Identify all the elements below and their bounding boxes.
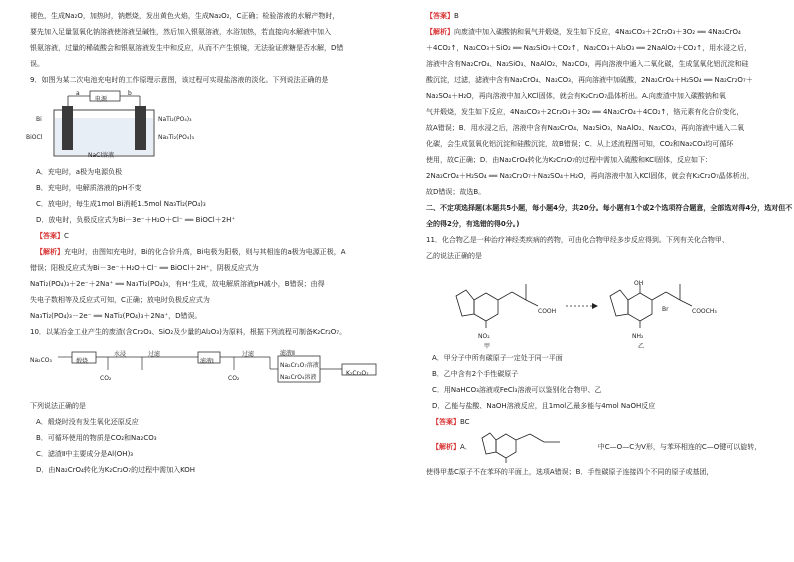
- analysis-line: 溶液中含有Na₂CrO₄、Na₂SiO₃、NaAlO₂、Na₂CO₃，再向溶液中通入二氧化碳，生成氢氧化铝沉淀和硅: [426, 60, 749, 68]
- flow-calcine: 煅烧: [76, 358, 89, 365]
- q11-stem-line: 11．化合物乙是一种治疗神经类疾病的药物，可由化合物甲经多步反应得到。下列有关化合物甲、: [426, 236, 729, 244]
- answer-label: 【答案】: [36, 232, 64, 240]
- right-electrode: [135, 106, 146, 150]
- terminal-a: a: [76, 90, 80, 97]
- analysis-line: 化碳，会生成氢氧化铝沉淀和硅酸沉淀，故B错误；C．从上述流程图可知，CO₂和Na₂CO₃均可循环: [426, 140, 734, 148]
- analysis-line: 故A错误；B．用水浸之后，溶液中含有Na₂CrO₄、Na₂SiO₃、NaAlO₂、Na₂CO₃，再向溶液中通入二氧: [426, 124, 745, 132]
- q11-analysis: [426, 430, 794, 464]
- flow-filter2: 过滤: [242, 351, 255, 358]
- q11-option: A．甲分子中所有碳原子一定处于同一平面: [432, 354, 563, 362]
- na3ti-label: Na₃Ti₂(PO₄)₃: [158, 134, 194, 141]
- analysis-line: 失电子数相等及反应式可知，C正确；放电时负极反应式为: [30, 296, 210, 304]
- left-column: [26, 8, 398, 478]
- bi-label: Bi: [36, 116, 42, 123]
- flow-na2cro4: Na₂CrO₄溶液: [280, 374, 317, 381]
- q9-answer: [30, 228, 398, 244]
- section-title: 二、不定项选择题(本题共5小题，每小题4分，共20分。每小题有1个或2个选项符合题意，全部选对得4分，选对但不全的得2分，有选错的得0分。): [426, 204, 793, 228]
- flow-water: 水浸: [114, 351, 127, 358]
- analysis-line: 酸沉淀，过滤，滤液中含有Na₂CrO₄、Na₂CO₃，再向溶液中加硫酸，2Na₂CrO₄＋H₂SO₄ ══ Na₂Cr₂O₇＋: [426, 76, 753, 84]
- q9-option: D．放电时，负极反应式为Bi－3e⁻＋H₂O＋Cl⁻ ══ BiOCl＋2H⁺: [36, 216, 236, 224]
- q10-stem: 10．以某冶金工业产生的废渣(含Cr₂O₃、SiO₂及少量的Al₂O₃)为原料，根据下列流程可制备K₂Cr₂O₇。: [30, 328, 347, 336]
- q9-option: C．放电时，每生成1mol Bi消耗1.5mol Na₃Ti₂(PO₄)₃: [36, 200, 206, 208]
- flow-filter1: 过滤: [148, 351, 161, 358]
- q11-option: C．用NaHCO₃溶液或FeCl₃溶液可以鉴别化合物甲、乙: [432, 386, 602, 394]
- analysis-line: ＋4CO₂↑，Na₂CO₃＋SiO₂ ══ Na₂SiO₃＋CO₂↑，Na₂CO₃＋Al₂O₃ ══ 2NaAlO₂＋CO₂↑，用水浸之后，: [426, 44, 752, 52]
- q11-option: D．乙能与盐酸、NaOH溶液反应，且1mol乙最多能与4mol NaOH反应: [432, 402, 656, 410]
- flow-filtrate2: 滤液Ⅱ: [280, 350, 295, 357]
- structures-svg: [426, 266, 726, 348]
- analysis-line: 使得甲基C原子不在苯环的平面上，选项A错误；B．手性碳原子连接四个不同的原子或基团，: [426, 468, 714, 476]
- q10-flow-diagram: [30, 342, 398, 394]
- intro-line: 要先加入足量氢氧化钠溶液使溶液呈碱性，然后加入银氨溶液，水浴加热，若直接向水解液中加入: [30, 28, 331, 36]
- q11-option: B．乙中含有2个手性碳原子: [432, 370, 519, 378]
- flow-co2b: CO₂: [228, 375, 240, 382]
- answer-label: 【答案】: [426, 12, 454, 20]
- terminal-b: b: [128, 90, 132, 97]
- q9-option: B．充电时，电解质溶液的pH不变: [36, 184, 142, 192]
- flow-na2cr2o7: Na₂Cr₂O₇溶液: [280, 362, 319, 369]
- intro-line: 误。: [30, 60, 44, 68]
- analysis-line: 错误；阳极反应式为Bi－3e⁻＋H₂O＋Cl⁻ ══ BiOCl＋2H⁺，阴极反应式为: [30, 264, 259, 272]
- right-column: [426, 8, 794, 480]
- analysis-line: 充电时，由图知充电时，Bi的化合价升高，Bi电极为阳极，则与其相连的a极为电源正极，A: [64, 248, 346, 256]
- q11-answer: [426, 414, 794, 430]
- nati-label: NaTi₂(PO₄)₃: [158, 116, 192, 123]
- q9-analysis: [30, 244, 398, 260]
- struct-no2: NO₂: [478, 333, 490, 340]
- q9-option: A．充电时，a极为电源负极: [36, 168, 123, 176]
- analysis-line: 使用，故C正确；D．由Na₂CrO₄转化为K₂Cr₂O₇的过程中需加入硫酸和KCl固体，反应如下：: [426, 156, 713, 164]
- analysis-mid: 中C—O—C为V形，与苯环相连的C—O键可以旋转，: [597, 443, 762, 451]
- analysis-line: NaTi₂(PO₄)₃＋2e⁻＋2Na⁺ ══ Na₃Ti₂(PO₄)₃，有H⁺生成，故电解质溶液pH减小，B错误；由得: [30, 280, 325, 288]
- q10-option: D．由Na₂CrO₄转化为K₂Cr₂O₇的过程中需加入KOH: [36, 466, 196, 474]
- q9-battery-diagram: [26, 90, 398, 160]
- intro-line: 银氨溶液，过量的稀硫酸会和银氨溶液发生中和反应，从而不产生银镜，无法验证蔗糖是否水解，D错: [30, 44, 344, 52]
- q10-option: C．滤渣Ⅱ中主要成分是Al(OH)₃: [36, 450, 134, 458]
- analysis-line: Na₃Ti₂(PO₄)₃－2e⁻ ══ NaTi₂(PO₄)₃＋2Na⁺，D错误。: [30, 312, 202, 320]
- flow-co2: CO₂: [100, 375, 112, 382]
- analysis-first: A．: [460, 443, 472, 451]
- q10-answer: [426, 8, 794, 24]
- answer-value: C: [64, 232, 69, 240]
- flow-product: K₂Cr₂O₇: [346, 370, 369, 377]
- struct-nh2: NH₂: [632, 333, 644, 340]
- analysis-line: 2Na₂CrO₄＋H₂SO₄ ══ Na₂Cr₂O₇＋Na₂SO₄＋H₂O，再向溶液中加入KCl固体，就会有K₂Cr₂O₇晶体析出，: [426, 172, 754, 180]
- analysis-label: 【解析】: [36, 248, 64, 256]
- q10-substem: 下列说法正确的是: [30, 402, 86, 410]
- flow-filtrate1: 滤液Ⅰ: [200, 358, 214, 365]
- q11-stem-line: 乙的说法正确的是: [426, 252, 482, 260]
- inline-structure-image: [476, 430, 594, 464]
- answer-value: B: [454, 12, 459, 20]
- answer-label: 【答案】: [432, 418, 460, 426]
- struct-cooh: COOH: [538, 308, 557, 315]
- intro-line: 褪色，生成Na₂O，加热时，钠燃烧，发出黄色火焰，生成Na₂O₂，C正确；检验溶液的水解产物时，: [30, 12, 340, 20]
- q10-option: B．可循环使用的物质是CO₂和Na₂CO₃: [36, 434, 157, 442]
- struct-left-label: 甲: [484, 343, 491, 350]
- power-label: 电源: [95, 96, 108, 103]
- answer-value: BC: [460, 418, 470, 426]
- struct-br: Br: [662, 306, 669, 313]
- q10-option: A．煅烧时没有发生氧化还原反应: [36, 418, 139, 426]
- struct-right-label: 乙: [638, 343, 645, 350]
- analysis-line: Na₂SO₄＋H₂O，再向溶液中加入KCl固体，就会有K₂Cr₂O₇晶体析出。A.向废渣中加入碳酸钠和氧: [426, 92, 726, 100]
- analysis-label: 【解析】: [426, 28, 454, 36]
- analysis-label: 【解析】: [432, 443, 460, 451]
- struct-oh: OH: [634, 280, 644, 287]
- analysis-line: 故D错误；故选B。: [426, 188, 486, 196]
- flow-na2co3: Na₂CO₃: [30, 357, 52, 364]
- analysis-line: 向废渣中加入碳酸钠和氧气并煅烧，发生如下反应，4Na₂CO₃＋2Cr₂O₃＋3O₂ ══ 4Na₂CrO₄: [454, 28, 741, 36]
- nacl-label: NaCl溶液: [88, 152, 115, 159]
- biocl-label: BiOCl: [26, 134, 43, 141]
- q9-stem: 9．如图为某二次电池充电时的工作原理示意图，该过程可实现盐溶液的淡化。下列说法正确的是: [30, 76, 329, 84]
- analysis-line: 气并煅烧，发生如下反应，4Na₂CO₃＋2Cr₂O₃＋3O₂ ══ 4Na₂CrO₄＋4CO₂↑，铬元素有化合价变化，: [426, 108, 744, 116]
- struct-cooch3: COOCH₃: [692, 308, 717, 315]
- q11-structures: [426, 266, 794, 348]
- left-electrode: [62, 106, 73, 150]
- q10-analysis: [426, 24, 794, 40]
